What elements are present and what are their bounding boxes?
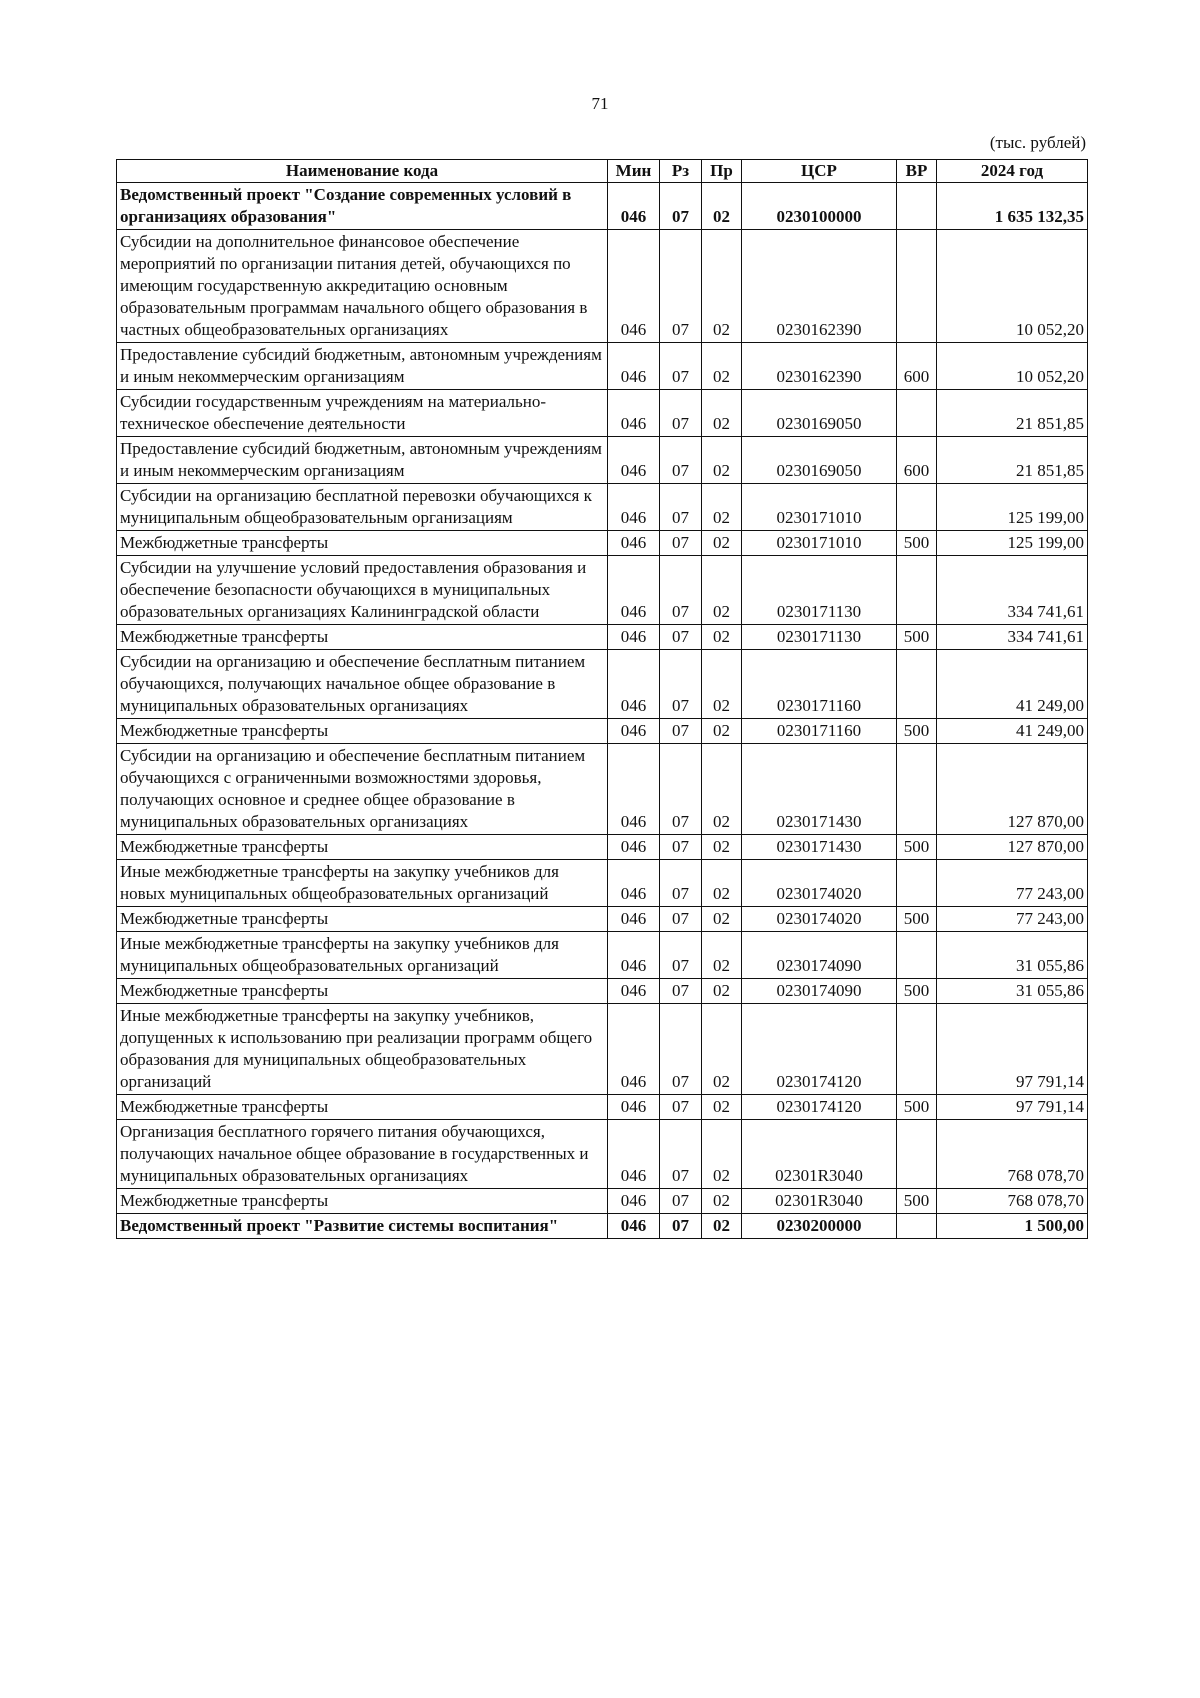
- cell-min: 046: [608, 183, 660, 230]
- cell-vr: 500: [897, 1189, 937, 1214]
- cell-rz: 07: [660, 650, 702, 719]
- table-row: [117, 531, 1088, 556]
- cell-csr: 0230171430: [742, 835, 897, 860]
- table-row: [117, 719, 1088, 744]
- cell-pr: 02: [702, 835, 742, 860]
- table-row: [117, 230, 1088, 343]
- cell-vr: [897, 744, 937, 835]
- cell-pr: 02: [702, 860, 742, 907]
- cell-sum: 127 870,00: [937, 835, 1088, 860]
- cell-vr: 500: [897, 979, 937, 1004]
- cell-sum: 41 249,00: [937, 719, 1088, 744]
- cell-rz: 07: [660, 1214, 702, 1239]
- cell-rz: 07: [660, 1004, 702, 1095]
- units-label: (тыс. рублей): [989, 133, 1086, 152]
- table-row: [117, 1189, 1088, 1214]
- budget-table: [116, 159, 1088, 1239]
- cell-rz: 07: [660, 907, 702, 932]
- header-rz: Рз: [660, 160, 702, 183]
- cell-csr: 0230162390: [742, 230, 897, 343]
- cell-vr: [897, 650, 937, 719]
- cell-rz: 07: [660, 1095, 702, 1120]
- cell-sum: 21 851,85: [937, 390, 1088, 437]
- cell-sum: 21 851,85: [937, 437, 1088, 484]
- cell-csr: 0230171010: [742, 484, 897, 531]
- cell-csr: 0230171430: [742, 744, 897, 835]
- cell-vr: [897, 230, 937, 343]
- cell-name: Ведомственный проект "Развитие системы воспитания": [117, 1214, 608, 1239]
- cell-sum: 768 078,70: [937, 1189, 1088, 1214]
- cell-vr: [897, 860, 937, 907]
- cell-pr: 02: [702, 907, 742, 932]
- cell-name: Организация бесплатного горячего питания обучающихся, получающих начальное общее образование в государственных и муниципальных образовательных организациях: [117, 1120, 608, 1189]
- cell-csr: 0230174020: [742, 907, 897, 932]
- cell-name: Иные межбюджетные трансферты на закупку учебников для муниципальных общеобразовательных организаций: [117, 932, 608, 979]
- cell-min: 046: [608, 531, 660, 556]
- header-name: Наименование кода: [117, 160, 608, 183]
- cell-csr: 0230169050: [742, 390, 897, 437]
- cell-sum: 127 870,00: [937, 744, 1088, 835]
- cell-vr: [897, 1004, 937, 1095]
- cell-name: Субсидии на организацию и обеспечение бесплатным питанием обучающихся с ограниченными возможностями здоровья, получающих основное и среднее общее образование в муниципальных образовательных организациях: [117, 744, 608, 835]
- cell-csr: 0230171160: [742, 719, 897, 744]
- cell-name: Предоставление субсидий бюджетным, автономным учреждениям и иным некоммерческим организациям: [117, 437, 608, 484]
- table-row: [117, 484, 1088, 531]
- table-row: [117, 1095, 1088, 1120]
- table-row: [117, 860, 1088, 907]
- cell-pr: 02: [702, 1189, 742, 1214]
- cell-csr: 0230174020: [742, 860, 897, 907]
- header-vr: ВР: [897, 160, 937, 183]
- cell-min: 046: [608, 1120, 660, 1189]
- cell-pr: 02: [702, 932, 742, 979]
- cell-name: Иные межбюджетные трансферты на закупку учебников, допущенных к использованию при реализации программ общего образования для муниципальных общеобразовательных организаций: [117, 1004, 608, 1095]
- cell-vr: 500: [897, 1095, 937, 1120]
- cell-vr: [897, 556, 937, 625]
- cell-pr: 02: [702, 1120, 742, 1189]
- cell-rz: 07: [660, 979, 702, 1004]
- header-csr: ЦСР: [742, 160, 897, 183]
- cell-csr: 0230100000: [742, 183, 897, 230]
- cell-sum: 97 791,14: [937, 1095, 1088, 1120]
- cell-min: 046: [608, 860, 660, 907]
- cell-min: 046: [608, 390, 660, 437]
- page-number: 71: [591, 94, 609, 113]
- cell-sum: 334 741,61: [937, 556, 1088, 625]
- cell-csr: 0230174120: [742, 1095, 897, 1120]
- table-row: [117, 979, 1088, 1004]
- cell-pr: 02: [702, 650, 742, 719]
- cell-vr: [897, 1214, 937, 1239]
- cell-csr: 0230162390: [742, 343, 897, 390]
- cell-vr: 500: [897, 531, 937, 556]
- table-row: [117, 1120, 1088, 1189]
- cell-csr: 0230174090: [742, 979, 897, 1004]
- cell-name: Иные межбюджетные трансферты на закупку учебников для новых муниципальных общеобразовательных организаций: [117, 860, 608, 907]
- cell-vr: 500: [897, 907, 937, 932]
- cell-sum: 125 199,00: [937, 531, 1088, 556]
- cell-min: 046: [608, 230, 660, 343]
- cell-csr: 0230171160: [742, 650, 897, 719]
- cell-rz: 07: [660, 230, 702, 343]
- cell-name: Межбюджетные трансферты: [117, 1189, 608, 1214]
- cell-sum: 31 055,86: [937, 979, 1088, 1004]
- cell-sum: 31 055,86: [937, 932, 1088, 979]
- cell-sum: 125 199,00: [937, 484, 1088, 531]
- cell-min: 046: [608, 744, 660, 835]
- cell-rz: 07: [660, 744, 702, 835]
- cell-rz: 07: [660, 1120, 702, 1189]
- cell-min: 046: [608, 932, 660, 979]
- cell-pr: 02: [702, 531, 742, 556]
- table-row: [117, 650, 1088, 719]
- cell-name: Ведомственный проект "Создание современных условий в организациях образования": [117, 183, 608, 230]
- cell-sum: 334 741,61: [937, 625, 1088, 650]
- cell-csr: 0230169050: [742, 437, 897, 484]
- cell-name: Субсидии государственным учреждениям на материально-техническое обеспечение деятельности: [117, 390, 608, 437]
- cell-rz: 07: [660, 343, 702, 390]
- cell-vr: [897, 484, 937, 531]
- table-row: [117, 556, 1088, 625]
- cell-rz: 07: [660, 860, 702, 907]
- cell-pr: 02: [702, 437, 742, 484]
- cell-rz: 07: [660, 556, 702, 625]
- cell-vr: [897, 183, 937, 230]
- table-row: [117, 343, 1088, 390]
- cell-rz: 07: [660, 1189, 702, 1214]
- table-row: [117, 1214, 1088, 1239]
- cell-name: Субсидии на организацию бесплатной перевозки обучающихся к муниципальным общеобразовательным организациям: [117, 484, 608, 531]
- cell-pr: 02: [702, 484, 742, 531]
- cell-pr: 02: [702, 343, 742, 390]
- table-row: [117, 932, 1088, 979]
- cell-sum: 1 635 132,35: [937, 183, 1088, 230]
- cell-rz: 07: [660, 932, 702, 979]
- cell-csr: 0230171130: [742, 625, 897, 650]
- cell-vr: [897, 1120, 937, 1189]
- table-row: [117, 907, 1088, 932]
- cell-min: 046: [608, 1095, 660, 1120]
- cell-csr: 0230171010: [742, 531, 897, 556]
- cell-pr: 02: [702, 1004, 742, 1095]
- cell-csr: 0230171130: [742, 556, 897, 625]
- cell-name: Субсидии на организацию и обеспечение бесплатным питанием обучающихся, получающих начальное общее образование в муниципальных образовательных организациях: [117, 650, 608, 719]
- table-row: [117, 744, 1088, 835]
- cell-pr: 02: [702, 556, 742, 625]
- cell-pr: 02: [702, 744, 742, 835]
- cell-name: Субсидии на улучшение условий предоставления образования и обеспечение безопасности обучающихся в муниципальных образовательных организациях Калининградской области: [117, 556, 608, 625]
- cell-min: 046: [608, 1189, 660, 1214]
- cell-name: Межбюджетные трансферты: [117, 979, 608, 1004]
- cell-min: 046: [608, 484, 660, 531]
- cell-pr: 02: [702, 719, 742, 744]
- cell-min: 046: [608, 719, 660, 744]
- cell-name: Субсидии на дополнительное финансовое обеспечение мероприятий по организации питания детей, обучающихся по имеющим государственную аккредитацию основным образовательным программам начального общего образования в частных общеобразовательных организациях: [117, 230, 608, 343]
- cell-min: 046: [608, 437, 660, 484]
- header-pr: Пр: [702, 160, 742, 183]
- cell-name: Межбюджетные трансферты: [117, 625, 608, 650]
- cell-csr: 0230174120: [742, 1004, 897, 1095]
- cell-csr: 0230200000: [742, 1214, 897, 1239]
- cell-rz: 07: [660, 183, 702, 230]
- cell-vr: 600: [897, 343, 937, 390]
- cell-sum: 10 052,20: [937, 230, 1088, 343]
- cell-csr: 02301R3040: [742, 1120, 897, 1189]
- cell-name: Межбюджетные трансферты: [117, 531, 608, 556]
- cell-name: Межбюджетные трансферты: [117, 835, 608, 860]
- table-row: [117, 390, 1088, 437]
- cell-rz: 07: [660, 835, 702, 860]
- cell-rz: 07: [660, 531, 702, 556]
- cell-min: 046: [608, 343, 660, 390]
- cell-name: Межбюджетные трансферты: [117, 1095, 608, 1120]
- cell-pr: 02: [702, 625, 742, 650]
- cell-sum: 77 243,00: [937, 907, 1088, 932]
- header-sum: 2024 год: [937, 160, 1088, 183]
- cell-csr: 02301R3040: [742, 1189, 897, 1214]
- cell-min: 046: [608, 979, 660, 1004]
- header-min: Мин: [608, 160, 660, 183]
- cell-pr: 02: [702, 1214, 742, 1239]
- cell-name: Предоставление субсидий бюджетным, автономным учреждениям и иным некоммерческим организациям: [117, 343, 608, 390]
- cell-pr: 02: [702, 979, 742, 1004]
- table-row: [117, 835, 1088, 860]
- cell-pr: 02: [702, 230, 742, 343]
- cell-min: 046: [608, 835, 660, 860]
- cell-rz: 07: [660, 719, 702, 744]
- table-row: [117, 625, 1088, 650]
- cell-min: 046: [608, 556, 660, 625]
- cell-rz: 07: [660, 625, 702, 650]
- cell-min: 046: [608, 625, 660, 650]
- cell-min: 046: [608, 907, 660, 932]
- cell-csr: 0230174090: [742, 932, 897, 979]
- table-row: [117, 437, 1088, 484]
- cell-sum: 10 052,20: [937, 343, 1088, 390]
- cell-min: 046: [608, 1214, 660, 1239]
- table-row: [117, 183, 1088, 230]
- cell-min: 046: [608, 650, 660, 719]
- cell-min: 046: [608, 1004, 660, 1095]
- cell-rz: 07: [660, 390, 702, 437]
- cell-vr: 600: [897, 437, 937, 484]
- cell-vr: [897, 390, 937, 437]
- table-header-row: [117, 160, 1088, 183]
- cell-sum: 77 243,00: [937, 860, 1088, 907]
- cell-vr: [897, 932, 937, 979]
- cell-sum: 97 791,14: [937, 1004, 1088, 1095]
- cell-rz: 07: [660, 484, 702, 531]
- cell-vr: 500: [897, 719, 937, 744]
- cell-vr: 500: [897, 835, 937, 860]
- cell-sum: 41 249,00: [937, 650, 1088, 719]
- cell-pr: 02: [702, 390, 742, 437]
- cell-name: Межбюджетные трансферты: [117, 719, 608, 744]
- cell-sum: 768 078,70: [937, 1120, 1088, 1189]
- cell-sum: 1 500,00: [937, 1214, 1088, 1239]
- cell-rz: 07: [660, 437, 702, 484]
- cell-name: Межбюджетные трансферты: [117, 907, 608, 932]
- cell-pr: 02: [702, 183, 742, 230]
- cell-pr: 02: [702, 1095, 742, 1120]
- cell-vr: 500: [897, 625, 937, 650]
- table-row: [117, 1004, 1088, 1095]
